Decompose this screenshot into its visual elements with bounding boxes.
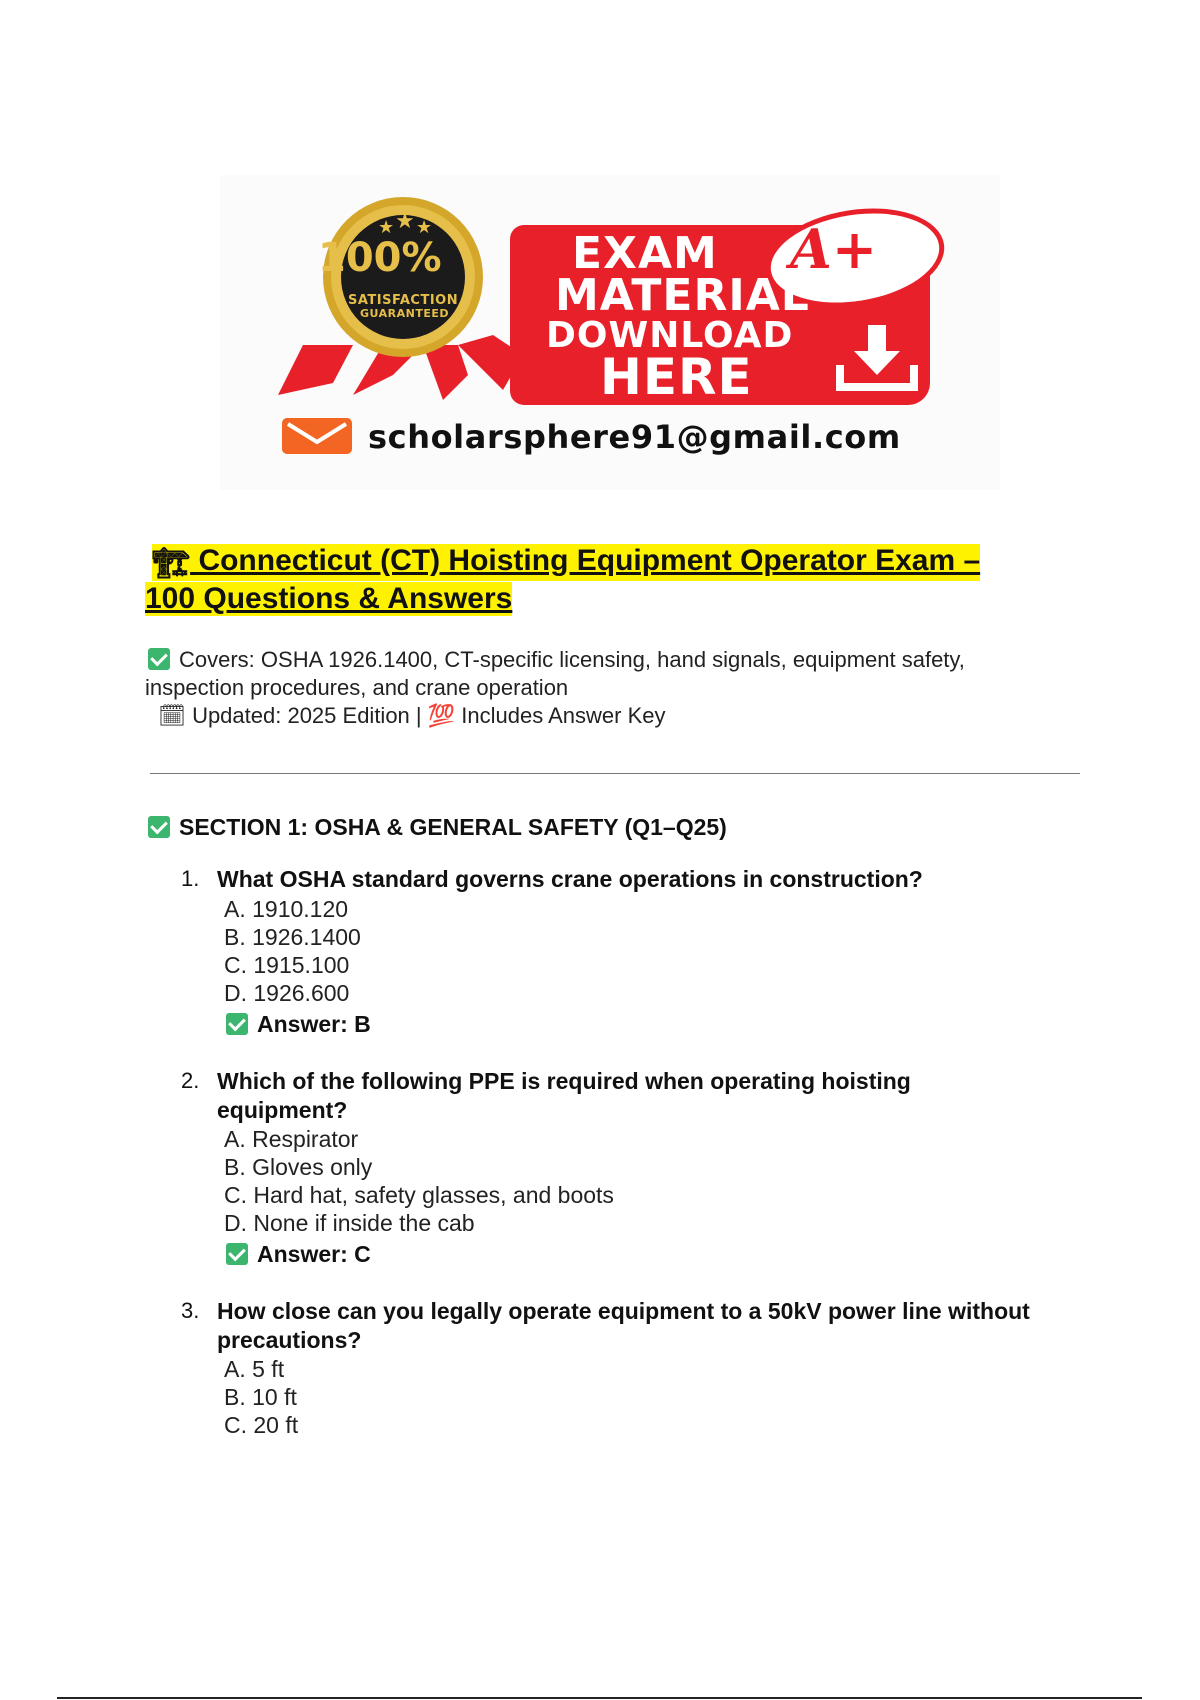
question-number: 2. [181,1068,200,1093]
question-number: 3. [181,1298,200,1323]
covers-text-1: Covers: OSHA 1926.1400, CT-specific licensing, hand signals, equipment safety, [179,647,965,672]
badge-line1: SATISFACTION [348,293,459,308]
answer-text: Answer: C [257,1241,371,1267]
svg-text:★: ★ [395,209,415,234]
answer-option: B. 1926.1400 [224,924,361,950]
crane-icon: 🏗 [152,547,191,580]
check-icon [226,1013,248,1035]
answer-option: B. Gloves only [224,1154,373,1180]
covers-line-continued: inspection procedures, and crane operation [145,675,569,700]
envelope-icon [282,418,352,454]
question-text: What OSHA standard governs crane operations in construction? [217,866,923,892]
answer-option: C. Hard hat, safety glasses, and boots [224,1182,614,1208]
answer-option: C. 1915.100 [224,952,350,978]
svg-text:★: ★ [416,217,433,238]
answer-option: A. 1910.120 [224,896,349,922]
check-icon [148,648,170,670]
section-heading [148,814,727,841]
updated-text: Updated: 2025 Edition | [192,703,422,728]
answer-key-text: Includes Answer Key [461,703,666,728]
question-number: 1. [181,866,200,891]
answer-option: C. 20 ft [224,1412,299,1438]
answer-option: A. Respirator [224,1126,359,1152]
download-icon [832,325,922,393]
updated-line [158,703,666,729]
banner-material-text: MATERIAL [555,270,810,321]
document-title-line1 [152,544,980,581]
check-icon [226,1243,248,1265]
calendar-icon: 🗓 [158,703,186,728]
title-text-1: Connecticut (CT) Hoisting Equipment Operator Exam – [198,544,981,577]
question-text-continued: precautions? [217,1327,362,1353]
banner-download-text: DOWNLOAD [546,315,794,356]
check-icon [148,816,170,838]
answer-option: A. 5 ft [224,1356,285,1382]
horizontal-divider [150,773,1080,774]
document-title-line2: 100 Questions & Answers [145,582,513,615]
answer-option: B. 10 ft [224,1384,297,1410]
page-bottom-rule [57,1697,1142,1699]
answer-option: D. 1926.600 [224,980,350,1006]
question-text: Which of the following PPE is required when operating hoisting [217,1068,911,1094]
contact-email: scholarsphere91@gmail.com [368,418,901,456]
grade-mark: A+ [790,217,878,281]
answer-line [226,1241,371,1268]
answer-line [226,1011,371,1038]
badge-percent: 100% [318,235,442,281]
hundred-icon: 💯 [427,703,456,728]
question-text-continued: equipment? [217,1097,348,1123]
question-text: How close can you legally operate equipment to a 50kV power line without [217,1298,1030,1324]
answer-text: Answer: B [257,1011,371,1037]
badge-line2: GUARANTEED [360,307,449,320]
banner-exam-text: EXAM [572,228,718,279]
answer-option: D. None if inside the cab [224,1210,475,1236]
banner-here-text: HERE [600,348,753,406]
section-title: SECTION 1: OSHA & GENERAL SAFETY (Q1–Q25) [179,814,727,840]
svg-text:★: ★ [378,217,395,238]
covers-line [148,647,965,673]
